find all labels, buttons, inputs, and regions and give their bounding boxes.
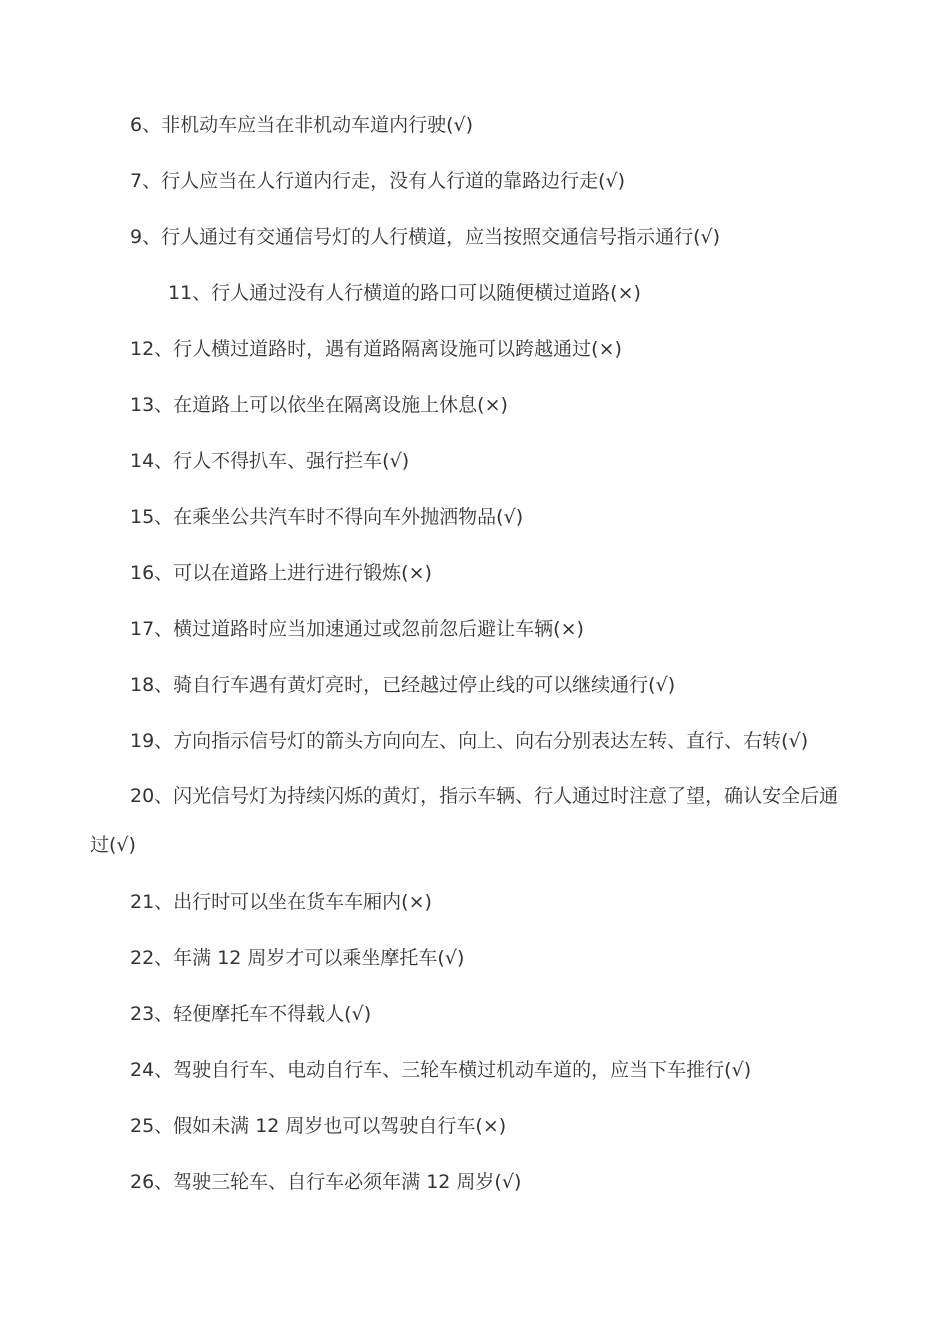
list-item: 26、驾驶三轮车、自行车必须年满 12 周岁(√) bbox=[130, 1171, 522, 1193]
list-item: 14、行人不得扒车、强行拦车(√) bbox=[130, 450, 410, 472]
list-item: 24、驾驶自行车、电动自行车、三轮车横过机动车道的，应当下车推行(√) bbox=[130, 1059, 752, 1081]
list-item: 19、方向指示信号灯的箭头方向向左、向上、向右分别表达左转、直行、右转(√) bbox=[130, 730, 809, 752]
list-item: 6、非机动车应当在非机动车道内行驶(√) bbox=[130, 114, 474, 136]
list-item: 18、骑自行车遇有黄灯亮时，已经越过停止线的可以继续通行(√) bbox=[130, 674, 676, 696]
list-item: 25、假如未满 12 周岁也可以驾驶自行车(×) bbox=[130, 1115, 507, 1137]
list-item: 7、行人应当在人行道内行走，没有人行道的靠路边行走(√) bbox=[130, 170, 626, 192]
list-item: 20、闪光信号灯为持续闪烁的黄灯，指示车辆、行人通过时注意了望，确认安全后通过(√) bbox=[90, 785, 839, 856]
list-item: 9、行人通过有交通信号灯的人行横道，应当按照交通信号指示通行(√) bbox=[130, 226, 721, 248]
list-item: 22、年满 12 周岁才可以乘坐摩托车(√) bbox=[130, 947, 465, 969]
list-item: 13、在道路上可以依坐在隔离设施上休息(×) bbox=[130, 394, 508, 416]
list-item: 16、可以在道路上进行进行锻炼(×) bbox=[130, 562, 432, 584]
list-item: 11、行人通过没有人行横道的路口可以随便横过道路(×) bbox=[168, 282, 641, 304]
list-item: 21、出行时可以坐在货车车厢内(×) bbox=[130, 891, 432, 913]
list-item: 15、在乘坐公共汽车时不得向车外抛洒物品(√) bbox=[130, 506, 524, 528]
list-item: 23、轻便摩托车不得载人(√) bbox=[130, 1003, 372, 1025]
list-item: 12、行人横过道路时，遇有道路隔离设施可以跨越通过(×) bbox=[130, 338, 622, 360]
list-item: 17、横过道路时应当加速通过或忽前忽后避让车辆(×) bbox=[130, 618, 584, 640]
